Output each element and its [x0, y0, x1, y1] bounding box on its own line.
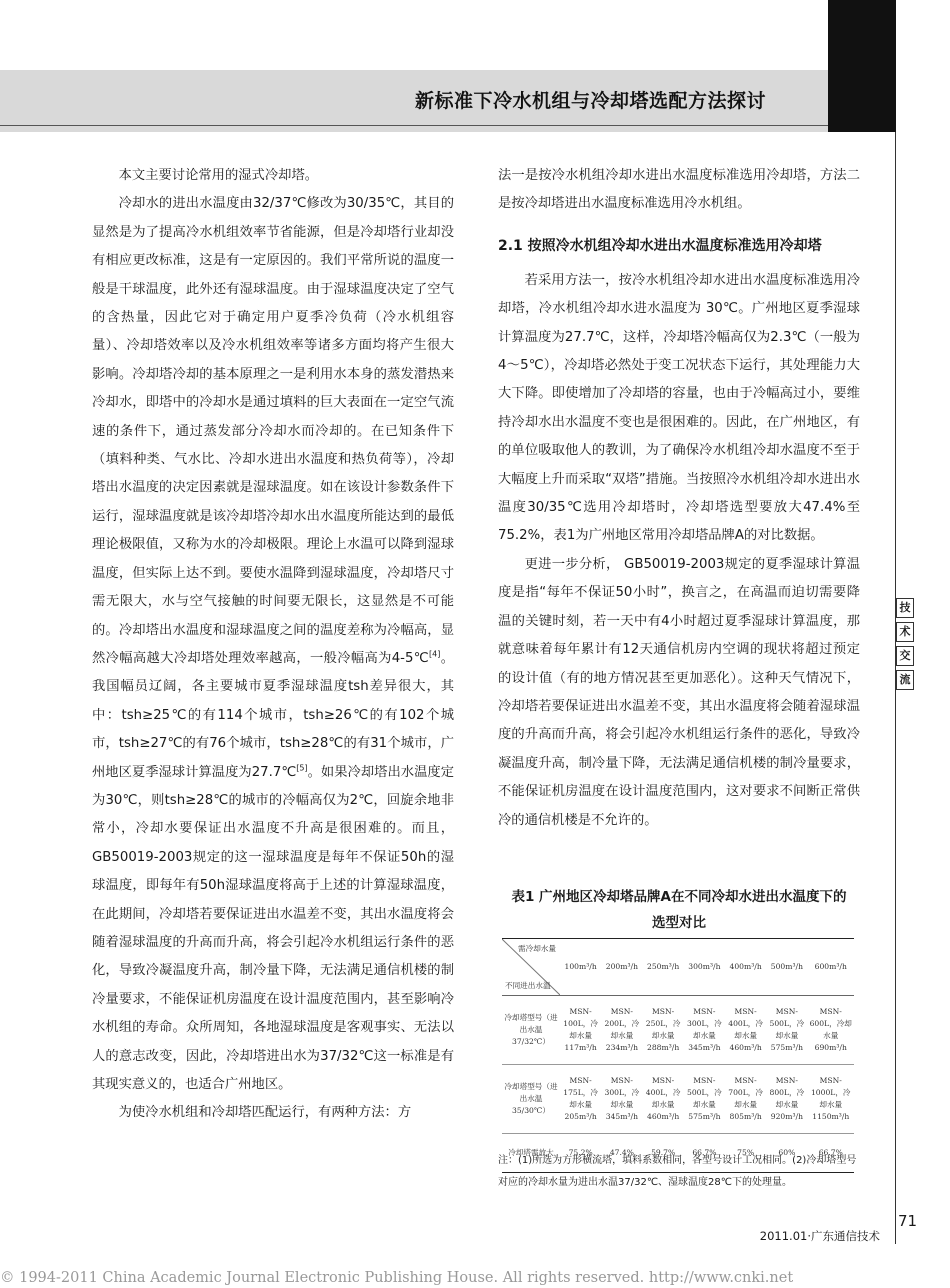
paragraph-text: 。我国幅员辽阔，各主要城市夏季湿球温度tsh差异很大，其中：tsh≥25℃的有114个城市，tsh≥26℃的有102个城市，tsh≥27℃的有76个城市，tsh≥28℃的有31个城市，广州地区夏季湿球计算温度为27.7℃ [92, 650, 454, 780]
table-row [502, 996, 854, 1065]
column-header: 200m³/h [601, 939, 642, 996]
table-cell: MSN-500L，冷却水量575m³/h [684, 1065, 725, 1134]
table-cell: 59.7% [643, 1134, 684, 1173]
paragraph-text: 。如果冷却塔出水温度定为30℃，则tsh≥28℃的城市的冷幅高仅为2℃，回旋余地非常小，冷却水要保证出水温度不升高是很困难的。而且，GB50019-2003规定的这一湿球温度是每年不保证50h的湿球温度，即每年有50h湿球温度将高于上述的计算湿球温度，在此期间，冷却塔若要保证进出水温差不变，其出水温度将会随着湿球温度的升高而升高，将会引起冷水机组运行条件的恶化，导致冷凝温度升高，制冷量下降，无法满足通信机楼的制冷量要求，不能保证机房温度在设计温度范围内，甚至影响冷水机组的寿命。众所周知，各地湿球温度是客观事实、无法以人的意志改变，因此，冷却塔进出水为37/32℃这一标准是有其现实意义的，也适合广州地区。 [92, 764, 454, 1092]
table-cell: MSN-400L，冷却水量460m³/h [643, 1065, 684, 1134]
left-column [92, 162, 454, 1128]
table-cell: 60% [766, 1134, 807, 1173]
row-label: 冷却塔型号（进出水温37/32℃） [504, 1013, 558, 1046]
page-number: 71 [898, 1212, 918, 1230]
table-cell: MSN-800L，冷却水量920m³/h [766, 1065, 807, 1134]
table-cell: MSN-300L，冷却水量345m³/h [687, 1007, 722, 1052]
section-tag: 交 [896, 646, 914, 666]
journal-footer: 2011.01·广东通信技术 [759, 1229, 880, 1243]
table-cell: 75% [725, 1134, 766, 1173]
column-header: 600m³/h [808, 939, 855, 996]
table-cell: MSN-200L，冷却水量234m³/h [604, 1007, 640, 1052]
row-label: 冷却塔型号（进出水温35/30℃） [502, 1065, 560, 1134]
corner-top-label: 需冷却水量 [518, 944, 556, 953]
table-cell: 75.2% [560, 1134, 601, 1173]
section-tag: 流 [896, 670, 914, 690]
paragraph [92, 190, 454, 1099]
corner-header [502, 939, 560, 996]
table-cell: 47.4% [601, 1134, 642, 1173]
table-cell: MSN-400L，冷却水量460m³/h [728, 1007, 763, 1052]
table-cell: MSN-700L，冷却水量805m³/h [725, 1065, 766, 1134]
article-title: 新标准下冷水机组与冷却塔选配方法探讨 [414, 90, 766, 112]
row-label: 冷却塔需放大 [502, 1134, 560, 1173]
table-header-row [502, 939, 854, 996]
table-cell: MSN-500L，冷却水量575m³/h [769, 1007, 805, 1052]
right-column [498, 162, 860, 835]
section-tag: 技 [896, 598, 914, 618]
table-row [502, 1065, 854, 1134]
citation-ref[interactable]: [5] [296, 763, 308, 773]
paragraph: 若采用方法一，按冷水机组冷却水进出水温度标准选用冷却塔，冷水机组冷却水进水温度为 30℃。广州地区夏季湿球计算温度为27.7℃，这样，冷却塔冷幅高仅为2.3℃（一般为4～5℃），冷却塔必然处于变工况状态下运行，其处理能力大大下降。即使增加了冷却塔的容量，也由于冷幅高过小，要维持冷却水出水温度不变也是很困难的。因此，在广州地区，有的单位吸取他人的教训，为了确保冷水机组冷却水温度不至于大幅度上升而采取“双塔”措施。当按照冷水机组冷却水进出水温度30/35℃选用冷却塔时，冷却塔选型要放大47.4%至75.2%，表1为广州地区常用冷却塔品牌A的对比数据。 [498, 272, 860, 544]
column-header: 250m³/h [643, 939, 684, 996]
corner-bottom-label: 不同进出水温 [505, 981, 551, 990]
caption-line: 表1 广州地区冷却塔品牌A在不同冷却水进出水温度下的 [511, 889, 847, 905]
table-caption [498, 884, 860, 936]
section-tag: 术 [896, 622, 914, 642]
header-rule [0, 125, 828, 126]
caption-line: 选型对比 [652, 915, 706, 931]
paragraph: 更进一步分析， GB50019-2003规定的夏季湿球计算温度是指“每年不保证50小时”，换言之，在高温而迫切需要降温的关键时刻，若一天中有4小时超过夏季湿球计算温度，那就意味着每年累计有12天通信机房内空调的现状将超过预定的设计值（有的地方情况甚至更加恶化）。这种天气情况下，冷却塔若要保证进出水温差不变，其出水温度将会随着湿球温度的升高而升高，将会引起冷水机组运行条件的恶化，导致冷凝温度升高，制冷量下降，无法满足通信机楼的制冷量要求，不能保证机房温度在设计温度范围内，这对要求不间断正常供冷的通信机楼是不允许的。 [498, 556, 860, 828]
citation-ref[interactable]: [4] [429, 649, 441, 659]
table-cell: MSN-175L，冷却水量205m³/h [560, 1065, 601, 1134]
paragraph-text: 冷却水的进出水温度由32/37℃修改为30/35℃，其目的显然是为了提高冷水机组效率节省能源，但是冷却塔行业却没有相应更改标准，这是有一定原因的。我们平常所说的温度一般是干球温度，此外还有湿球温度。由于湿球温度决定了空气的含热量，因此它对于确定用户夏季冷负荷（冷水机组容量）、冷却塔效率以及冷水机组效率等诸多方面均将产生很大影响。冷却塔冷却的基本原理之一是利用水本身的蒸发潜热来冷却水，即塔中的冷却水是通过填料的巨大表面在一定空气流速的条件下，通过蒸发部分冷却水而冷却的。在已知条件下（填料种类、气水比、冷却水进出水温度和热负荷等），冷却塔出水温度的决定因素就是湿球温度。如在该设计参数条件下运行，湿球温度就是该冷却塔冷却水出水温度所能达到的最低理论极限值，又称为水的冷却极限。理论上水温可以降到湿球温度，但实际上达不到。要使水温降到湿球温度，冷却塔尺寸需无限大，水与空气接触的时间要无限长，这显然是不可能的。冷却塔出水温度和湿球温度之间的温度差称为冷幅高，显然冷幅高越大冷却塔处理效率越高，一般冷幅高为4-5℃ [92, 196, 454, 666]
table-cell: 66.7% [808, 1134, 855, 1173]
table-cell: MSN-600L，冷却水量690m³/h [809, 1007, 852, 1052]
paragraph: 本文主要讨论常用的湿式冷却塔。 [118, 168, 319, 183]
header-band [0, 70, 828, 132]
column-header: 500m³/h [766, 939, 807, 996]
section-heading: 2.1 按照冷水机组冷却水进出水温度标准选用冷却塔 [498, 237, 822, 254]
column-header: 100m³/h [560, 939, 601, 996]
comparison-table [502, 938, 854, 1173]
paragraph: 法一是按冷水机组冷却水进出水温度标准选用冷却塔，方法二是按冷却塔进出水温度标准选用冷水机组。 [498, 168, 860, 212]
corner-block [828, 0, 896, 132]
table-cell: MSN-250L，冷却水量288m³/h [645, 1007, 681, 1052]
copyright-line: © 1994-2011 China Academic Journal Electronic Publishing House. All rights reserved. http://www.cnki.net [0, 1270, 794, 1286]
section-tags [896, 598, 914, 694]
table-note: 注：(1)所选为方形横流塔，填料系数相同，各型号设计工况相同。(2)冷却塔型号对应的冷却水量为进出水温37/32℃、湿球温度28℃下的处理量。 [498, 1155, 857, 1188]
table-cell: MSN-300L，冷却水量345m³/h [601, 1065, 642, 1134]
column-header: 400m³/h [725, 939, 766, 996]
column-header: 300m³/h [684, 939, 725, 996]
table-cell: MSN-100L，冷却水量117m³/h [563, 1007, 598, 1052]
paragraph: 为使冷水机组和冷却塔匹配运行，有两种方法：方 [118, 1105, 412, 1121]
table-cell: MSN-1000L，冷却水量1150m³/h [808, 1065, 855, 1134]
table-cell: 66.7% [684, 1134, 725, 1173]
